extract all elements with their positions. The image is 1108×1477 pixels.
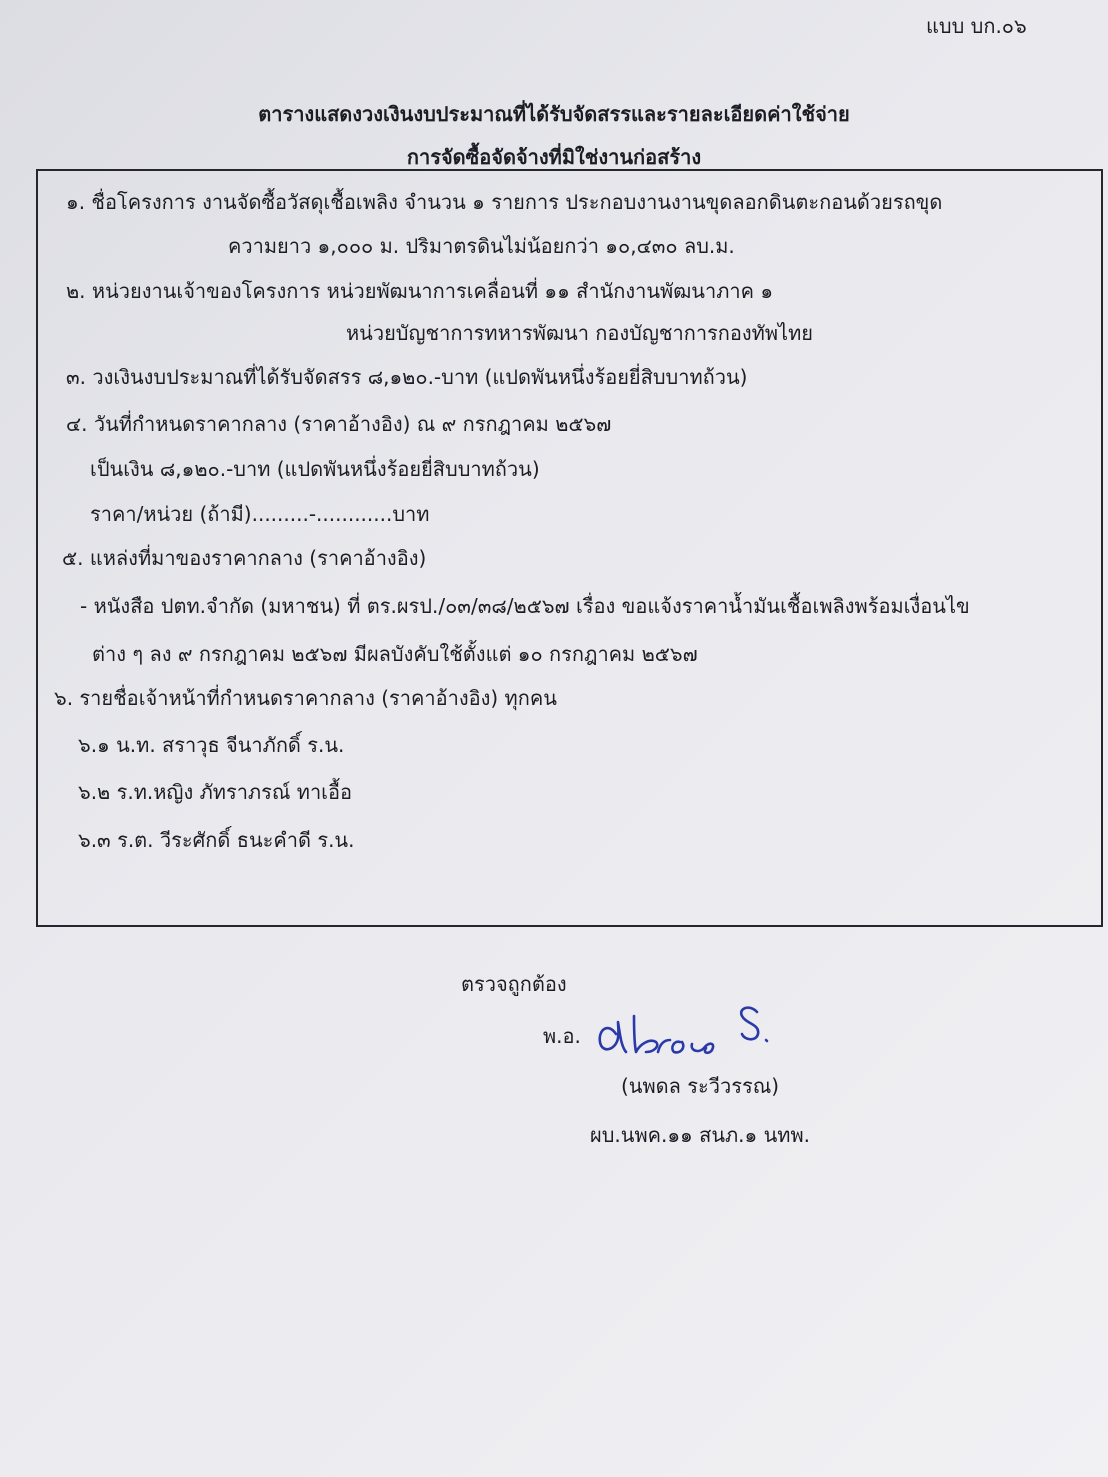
official-1: ๖.๑ น.ท. สราวุธ จีนาภักดิ์ ร.น.	[78, 733, 345, 757]
document-subtitle: การจัดซื้อจัดจ้างที่มิใช่งานก่อสร้าง	[406, 145, 702, 169]
price-source-heading: ๕. แหล่งที่มาของราคากลาง (ราคาอ้างอิง)	[62, 546, 427, 570]
project-owner-line1: ๒. หน่วยงานเจ้าของโครงการ หน่วยพัฒนาการเคลื่อนที่ ๑๑ สำนักงานพัฒนาภาค ๑	[66, 279, 774, 303]
document-title: ตารางแสดงวงเงินงบประมาณที่ได้รับจัดสรรและรายละเอียดค่าใช้จ่าย	[258, 102, 850, 126]
signatory-rank: พ.อ.	[543, 1024, 581, 1048]
project-name-line1: ๑. ชื่อโครงการ งานจัดซื้อวัสดุเชื้อเพลิง จำนวน ๑ รายการ ประกอบงานงานขุดลอกดินตะกอนด้วยรถขุด	[66, 190, 943, 214]
budget-line: ๓. วงเงินงบประมาณที่ได้รับจัดสรร ๘,๑๒๐.-บาท (แปดพันหนึ่งร้อยยี่สิบบาทถ้วน)	[66, 365, 748, 389]
price-source-detail-line2: ต่าง ๆ ลง ๙ กรกฎาคม ๒๕๖๗ มีผลบังคับใช้ตั้งแต่ ๑๐ กรกฎาคม ๒๕๖๗	[92, 642, 698, 666]
handwritten-signature	[594, 994, 784, 1064]
price-source-detail-line1: - หนังสือ ปตท.จำกัด (มหาชน) ที่ ตร.ผรป./๐๓/๓๘/๒๕๖๗ เรื่อง ขอแจ้งราคาน้ำมันเชื้อเพลิงพร้อมเงื่อนไข	[80, 594, 970, 618]
signatory-position: ผบ.นพค.๑๑ สนภ.๑ นทพ.	[590, 1123, 810, 1147]
unit-price-line: ราคา/หน่วย (ถ้ามี).........-............บาท	[90, 502, 430, 526]
project-owner-line2: หน่วยบัญชาการทหารพัฒนา กองบัญชาการกองทัพไทย	[346, 321, 814, 345]
signatory-name: (นพดล ระวีวรรณ)	[621, 1074, 780, 1098]
reference-date-line: ๔. วันที่กำหนดราคากลาง (ราคาอ้างอิง) ณ ๙ กรกฎาคม ๒๕๖๗	[66, 412, 612, 436]
reference-amount-line: เป็นเงิน ๘,๑๒๐.-บาท (แปดพันหนึ่งร้อยยี่สิบบาทถ้วน)	[90, 457, 540, 481]
project-name-line2: ความยาว ๑,๐๐๐ ม. ปริมาตรดินไม่น้อยกว่า ๑๐,๔๓๐ ลบ.ม.	[228, 234, 735, 258]
official-3: ๖.๓ ร.ต. วีระศักดิ์ ธนะคำดี ร.น.	[78, 828, 355, 852]
form-code: แบบ บก.๐๖	[926, 14, 1027, 38]
verified-label: ตรวจถูกต้อง	[461, 972, 567, 996]
officials-heading: ๖. รายชื่อเจ้าหน้าที่กำหนดราคากลาง (ราคาอ้างอิง) ทุกคน	[54, 686, 557, 710]
official-2: ๖.๒ ร.ท.หญิง ภัทราภรณ์ ทาเอื้อ	[78, 780, 353, 804]
